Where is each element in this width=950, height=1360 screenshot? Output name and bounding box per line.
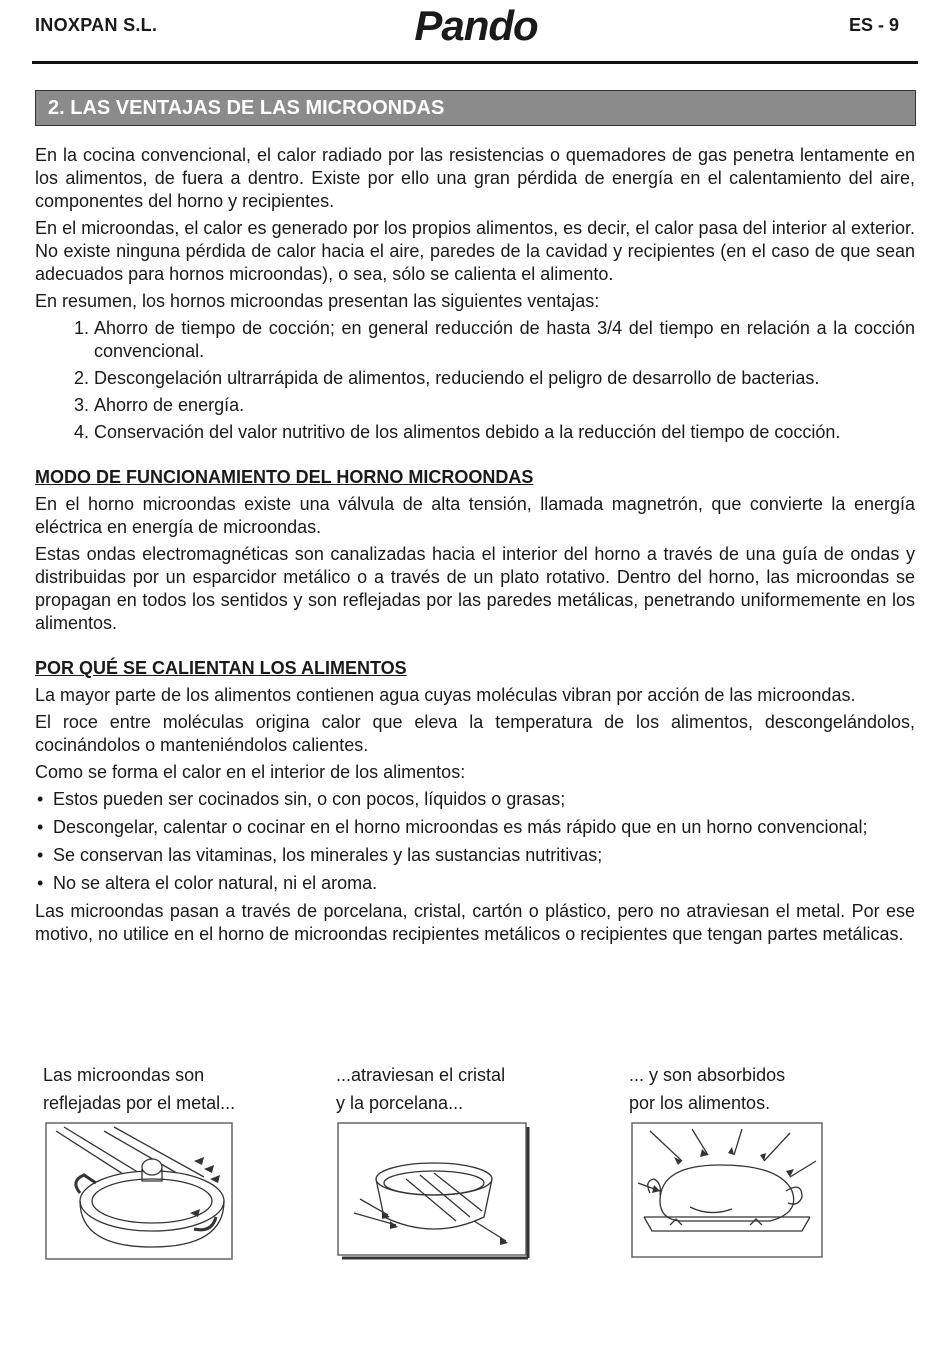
figure-caption: Las microondas son reflejadas por el metal...	[43, 1065, 236, 1113]
bullet-icon: •	[37, 817, 44, 837]
page-body	[35, 144, 915, 950]
figure-caption: ... y son absorbidos por los alimentos.	[629, 1065, 786, 1113]
bullet-icon: •	[37, 845, 44, 865]
brand-logo: Pando	[414, 2, 538, 49]
list-item: • Se conservan las vitaminas, los minerales y las sustancias nutritivas;	[37, 845, 603, 865]
subheading-funcionamiento: MODO DE FUNCIONAMIENTO DEL HORNO MICROONDAS	[35, 467, 534, 487]
page-header	[35, 0, 917, 64]
bullet-list	[35, 788, 915, 895]
paragraph: La mayor parte de los alimentos contienen agua cuyas moléculas vibran por acción de las microondas.	[35, 685, 856, 705]
list-item: 4. Conservación del valor nutritivo de los alimentos debido a la reducción del tiempo de cocción.	[94, 421, 915, 444]
subheading-calientan: POR QUÉ SE CALIENTAN LOS ALIMENTOS	[35, 658, 407, 678]
page-number: ES - 9	[848, 15, 899, 35]
paragraph: En el microondas, el calor es generado por los propios alimentos, es decir, el calor pasa del interior al exterior. No existe ninguna pérdida de calor hacia el aire, paredes de la cavidad y recipientes (en el caso de que sean adecuados para hornos microondas), o sea, sólo se calienta el alimento.	[35, 218, 915, 284]
paragraph: En resumen, los hornos microondas presentan las siguientes ventajas:	[35, 291, 600, 311]
list-item: • Descongelar, calentar o cocinar en el horno microondas es más rápido que en un horno convencional;	[37, 817, 868, 837]
list-item: • Estos pueden ser cocinados sin, o con pocos, líquidos o grasas;	[37, 789, 566, 809]
list-item: 3. Ahorro de energía.	[94, 394, 915, 417]
paragraph: En la cocina convencional, el calor radiado por las resistencias o quemadores de gas penetra lentamente en los alimentos, de fuera a dentro. Existe por ello una gran pérdida de energía en el calentamiento del aire, componentes del horno y recipientes.	[35, 145, 915, 211]
advantages-list	[35, 317, 915, 444]
paragraph: Como se forma el calor en el interior de los alimentos:	[35, 762, 466, 782]
header-rule	[32, 61, 918, 64]
list-item: 1. Ahorro de tiempo de cocción; en general reducción de hasta 3/4 del tiempo en relación a la cocción convencional.	[94, 317, 915, 363]
list-item: • No se altera el color natural, ni el aroma.	[37, 873, 378, 893]
list-item: 2. Descongelación ultrarrápida de alimentos, reduciendo el peligro de desarrollo de bacterias.	[94, 367, 915, 390]
paragraph: En el horno microondas existe una válvula de alta tensión, llamada magnetrón, que convierte la energía eléctrica en energía de microondas.	[35, 494, 915, 537]
bullet-icon: •	[37, 873, 44, 893]
metal-pot-reflection-illustration	[44, 1121, 234, 1261]
section-title: 2. LAS VENTAJAS DE LAS MICROONDAS	[35, 90, 916, 126]
paragraph: El roce entre moléculas origina calor que eleva la temperatura de los alimentos, descongelándolos, cocinándolos o manteniéndolos calientes.	[35, 712, 915, 755]
figure-caption: ...atraviesan el cristal y la porcelana...	[336, 1065, 506, 1113]
bullet-icon: •	[37, 789, 44, 809]
glass-dish-illustration	[336, 1121, 531, 1261]
paragraph: Las microondas pasan a través de porcelana, cristal, cartón o plástico, pero no atraviesan el metal. Por ese motivo, no utilice en el horno de microondas recipientes metálicos o recipientes que tengan partes metálicas.	[35, 901, 915, 944]
roast-chicken-illustration	[630, 1121, 825, 1261]
company-name: INOXPAN S.L.	[35, 15, 158, 35]
paragraph: Estas ondas electromagnéticas son canalizadas hacia el interior del horno a través de una guía de ondas y distribuidas por un esparcidor metálico o a través de un plato rotativo. Dentro del horno, las microondas se propagan en todos los sentidos y son reflejadas por las paredes metálicas, penetrando uniformemente en los alimentos.	[35, 544, 915, 633]
